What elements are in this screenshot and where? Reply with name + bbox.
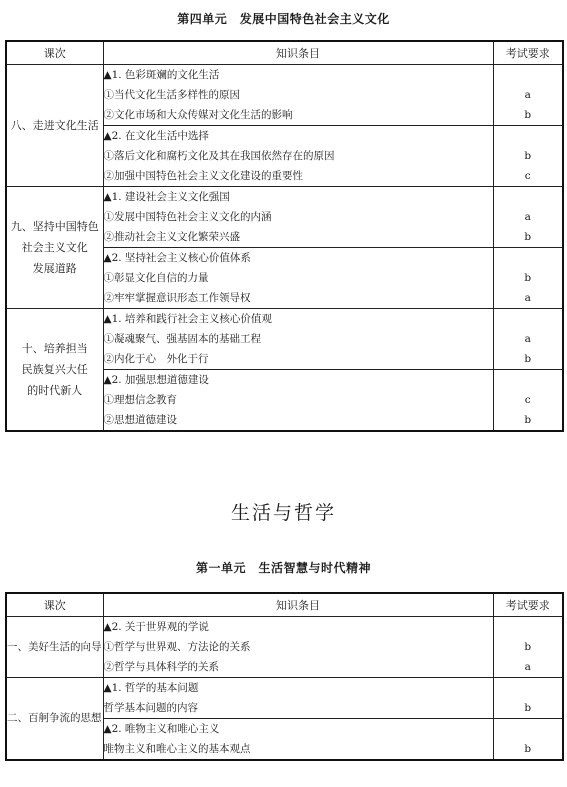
knowledge-item: ①彰显文化自信的力量 bbox=[103, 272, 209, 284]
knowledge-item: ②推动社会主义文化繁荣兴盛 bbox=[103, 231, 240, 243]
lesson-name: 民族复兴大任 bbox=[21, 363, 88, 376]
req-level: b bbox=[524, 414, 532, 426]
lesson-cell bbox=[6, 617, 103, 678]
topic-heading: ▲2. 坚持社会主义核心价值体系 bbox=[103, 252, 251, 264]
table-row bbox=[6, 617, 563, 678]
req-level: c bbox=[524, 170, 531, 182]
lesson-name: 二、百舸争流的思想 bbox=[7, 712, 102, 724]
knowledge-item: 唯物主义和唯心主义的基本观点 bbox=[103, 743, 251, 755]
req-level bbox=[494, 65, 563, 85]
lesson-name: 一、美好生活的向导 bbox=[7, 640, 102, 653]
topic-heading: ▲2. 唯物主义和唯心主义 bbox=[103, 723, 220, 735]
topic-heading: ▲1. 培养和践行社会主义核心价值观 bbox=[103, 313, 272, 325]
reqs-cell bbox=[493, 678, 563, 719]
lesson-name: 十、培养担当 bbox=[21, 342, 88, 355]
knowledge-item: ②内化于心 外化于行 bbox=[103, 353, 209, 365]
items-cell bbox=[103, 126, 493, 187]
items-cell bbox=[103, 370, 493, 432]
lesson-cell bbox=[6, 309, 103, 432]
req-level: b bbox=[524, 353, 532, 365]
items-cell bbox=[103, 678, 493, 719]
req-level: b bbox=[524, 702, 532, 714]
knowledge-item: ②文化市场和大众传媒对文化生活的影响 bbox=[103, 109, 293, 121]
lesson-name: 发展道路 bbox=[32, 262, 77, 275]
knowledge-item: ①发展中国特色社会主义文化的内涵 bbox=[103, 211, 272, 223]
reqs-cell bbox=[493, 187, 563, 248]
lesson-name: 社会主义文化 bbox=[21, 241, 88, 254]
items-cell bbox=[103, 65, 493, 126]
header-knowledge-items: 知识条目 bbox=[103, 593, 493, 617]
lesson-cell bbox=[6, 678, 103, 761]
unit4-knowledge-table bbox=[5, 40, 564, 432]
req-level: b bbox=[524, 272, 532, 284]
topic-heading: ▲2. 加强思想道德建设 bbox=[103, 374, 209, 386]
topic-heading: ▲1. 建设社会主义文化强国 bbox=[103, 191, 230, 203]
topic-heading: ▲1. 哲学的基本问题 bbox=[103, 682, 199, 694]
header-lesson: 课次 bbox=[6, 593, 103, 617]
topic-heading: ▲1. 色彩斑斓的文化生活 bbox=[103, 69, 220, 81]
req-level bbox=[494, 370, 563, 390]
items-cell bbox=[103, 617, 493, 678]
header-exam-requirement: 考试要求 bbox=[493, 593, 563, 617]
unit1-title: 第一单元 生活智慧与时代精神 bbox=[195, 561, 371, 575]
req-level: a bbox=[524, 333, 531, 345]
unit1-knowledge-table bbox=[5, 592, 564, 761]
header-knowledge-items: 知识条目 bbox=[103, 41, 493, 65]
table-header-row bbox=[6, 593, 563, 617]
reqs-cell bbox=[493, 65, 563, 126]
req-level: b bbox=[524, 743, 532, 755]
knowledge-item: ①落后文化和腐朽文化及其在我国依然存在的原因 bbox=[103, 150, 335, 162]
topic-heading: ▲2. 关于世界观的学说 bbox=[103, 621, 209, 633]
reqs-cell bbox=[493, 719, 563, 761]
lesson-name: 的时代新人 bbox=[27, 384, 83, 397]
unit4-title: 第四单元 发展中国特色社会主义文化 bbox=[177, 12, 390, 26]
req-level bbox=[494, 617, 563, 637]
knowledge-item: ①理想信念教育 bbox=[103, 394, 177, 406]
req-level bbox=[494, 309, 563, 329]
req-level: b bbox=[524, 231, 532, 243]
req-level bbox=[494, 126, 563, 146]
header-lesson: 课次 bbox=[6, 41, 103, 65]
knowledge-item: ②牢牢掌握意识形态工作领导权 bbox=[103, 292, 251, 304]
header-exam-requirement: 考试要求 bbox=[493, 41, 563, 65]
lesson-name: 八、走进文化生活 bbox=[10, 119, 99, 132]
knowledge-item: ②加强中国特色社会主义文化建设的重要性 bbox=[103, 170, 303, 182]
table-row bbox=[6, 187, 563, 248]
req-level: c bbox=[524, 394, 531, 406]
req-level: a bbox=[524, 211, 531, 223]
req-level bbox=[494, 719, 563, 739]
reqs-cell bbox=[493, 126, 563, 187]
items-cell bbox=[103, 187, 493, 248]
lesson-cell bbox=[6, 65, 103, 187]
lesson-name: 九、坚持中国特色 bbox=[10, 220, 99, 233]
req-level: b bbox=[524, 150, 532, 162]
req-level: a bbox=[524, 89, 531, 101]
knowledge-item: ①当代文化生活多样性的原因 bbox=[103, 89, 240, 101]
lesson-cell bbox=[6, 187, 103, 309]
knowledge-item: 哲学基本问题的内容 bbox=[103, 702, 198, 714]
items-cell bbox=[103, 309, 493, 370]
section-title: 生活与哲学 bbox=[230, 502, 336, 524]
table-header-row bbox=[6, 41, 563, 65]
req-level: b bbox=[524, 641, 532, 653]
table-row bbox=[6, 309, 563, 370]
reqs-cell bbox=[493, 248, 563, 309]
knowledge-item: ①凝魂聚气、强基固本的基础工程 bbox=[103, 333, 261, 345]
req-level: a bbox=[524, 292, 531, 304]
req-level bbox=[494, 678, 563, 698]
reqs-cell bbox=[493, 370, 563, 432]
knowledge-item: ②思想道德建设 bbox=[103, 414, 177, 426]
table-row bbox=[6, 65, 563, 126]
items-cell bbox=[103, 248, 493, 309]
req-level bbox=[494, 248, 563, 268]
knowledge-item: ①哲学与世界观、方法论的关系 bbox=[103, 641, 251, 653]
knowledge-item: ②哲学与具体科学的关系 bbox=[103, 661, 219, 673]
reqs-cell bbox=[493, 309, 563, 370]
table-row bbox=[6, 678, 563, 719]
req-level: a bbox=[524, 661, 531, 673]
topic-heading: ▲2. 在文化生活中选择 bbox=[103, 130, 209, 142]
items-cell bbox=[103, 719, 493, 761]
reqs-cell bbox=[493, 617, 563, 678]
req-level bbox=[494, 187, 563, 207]
req-level: b bbox=[524, 109, 532, 121]
